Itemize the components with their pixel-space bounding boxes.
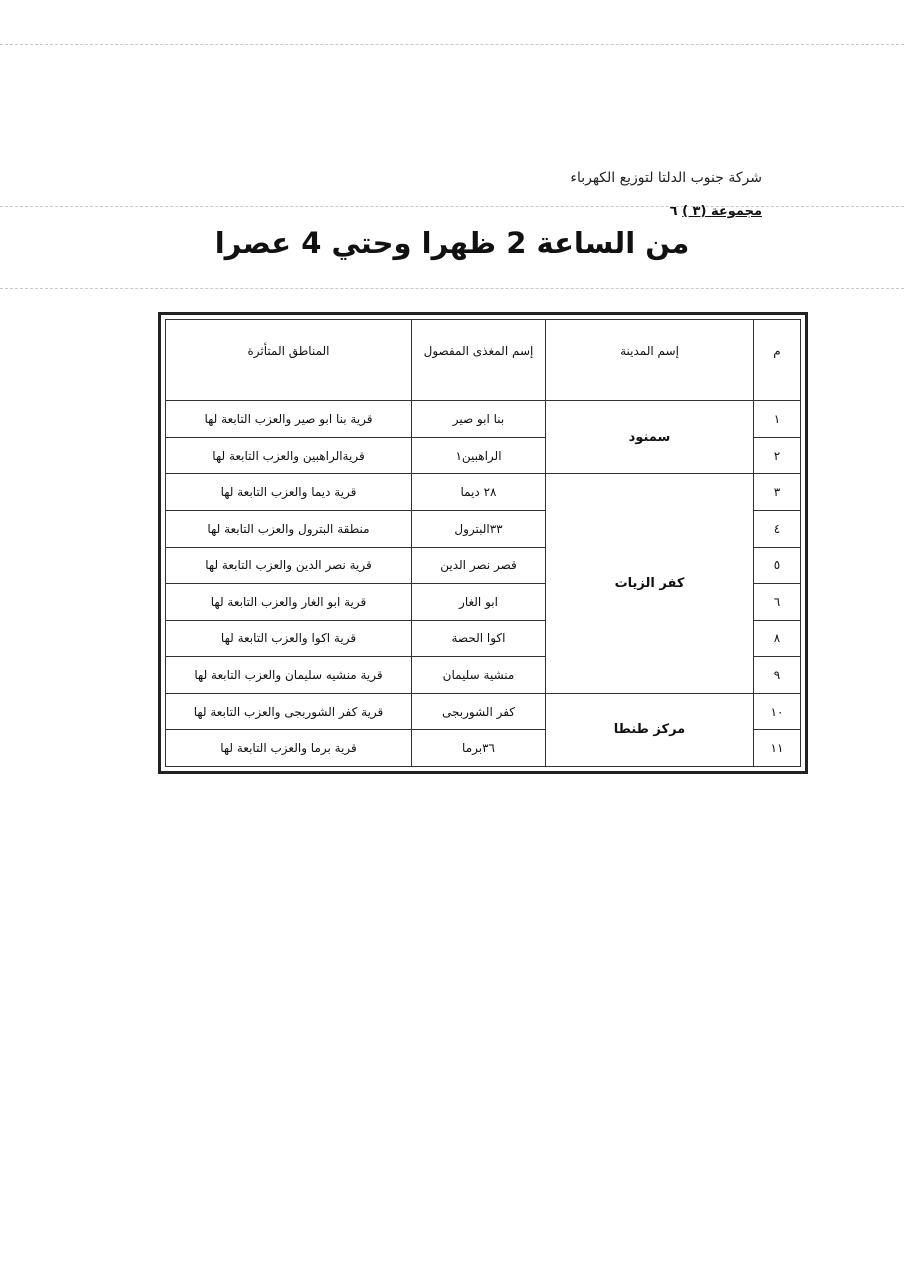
group-label-line xyxy=(562,204,762,219)
scan-line-upper xyxy=(0,206,904,207)
row-feeder: اكوا الحصة xyxy=(412,620,546,657)
row-area: قرية ابو الغار والعزب التابعة لها xyxy=(166,584,412,621)
row-feeder: ابو الغار xyxy=(412,584,546,621)
row-area: قريةالراهبين والعزب التابعة لها xyxy=(166,437,412,474)
table-row xyxy=(166,474,801,511)
row-area: قرية بنا ابو صير والعزب التابعة لها xyxy=(166,401,412,438)
row-num: ٨ xyxy=(754,620,801,657)
row-feeder: ٣٣البترول xyxy=(412,510,546,547)
header-areas: المناطق المتأثرة xyxy=(166,320,412,401)
table-header-row xyxy=(166,320,801,401)
row-city: مركز طنطا xyxy=(546,693,754,766)
row-area: منطقة البترول والعزب التابعة لها xyxy=(166,510,412,547)
row-feeder: منشية سليمان xyxy=(412,657,546,694)
group-suffix: ٦ xyxy=(669,204,678,219)
row-area: قرية نصر الدين والعزب التابعة لها xyxy=(166,547,412,584)
row-num: ٤ xyxy=(754,510,801,547)
row-area: قرية اكوا والعزب التابعة لها xyxy=(166,620,412,657)
table-row xyxy=(166,401,801,438)
scan-line-lower xyxy=(0,288,904,289)
row-num: ٥ xyxy=(754,547,801,584)
group-label: مجموعة (٣ ) xyxy=(682,204,762,219)
row-feeder: كفر الشوربجى xyxy=(412,693,546,730)
row-feeder: الراهبين١ xyxy=(412,437,546,474)
scan-line-top xyxy=(0,44,904,45)
schedule-table-frame xyxy=(158,312,808,774)
table-row xyxy=(166,693,801,730)
row-num: ٦ xyxy=(754,584,801,621)
row-city: سمنود xyxy=(546,401,754,474)
row-num: ٣ xyxy=(754,474,801,511)
row-num: ٢ xyxy=(754,437,801,474)
row-feeder: ٢٨ ديما xyxy=(412,474,546,511)
row-area: قرية كفر الشوربجى والعزب التابعة لها xyxy=(166,693,412,730)
row-area: قرية منشيه سليمان والعزب التابعة لها xyxy=(166,657,412,694)
row-feeder: بنا ابو صير xyxy=(412,401,546,438)
row-feeder: قصر نصر الدين xyxy=(412,547,546,584)
page-title: من الساعة 2 ظهرا وحتي 4 عصرا xyxy=(214,226,690,260)
row-area: قرية ديما والعزب التابعة لها xyxy=(166,474,412,511)
row-num: ١٠ xyxy=(754,693,801,730)
row-area: قرية برما والعزب التابعة لها xyxy=(166,730,412,767)
row-feeder: ٣٦برما xyxy=(412,730,546,767)
schedule-table xyxy=(165,319,801,767)
row-num: ١ xyxy=(754,401,801,438)
header-city: إسم المدينة xyxy=(546,320,754,401)
row-num: ١١ xyxy=(754,730,801,767)
header-num: م xyxy=(754,320,801,401)
row-city: كفر الزيات xyxy=(546,474,754,693)
header-feeder: إسم المغذى المفصول xyxy=(412,320,546,401)
company-name: شركة جنوب الدلتا لتوزيع الكهرباء xyxy=(570,170,762,186)
row-num: ٩ xyxy=(754,657,801,694)
